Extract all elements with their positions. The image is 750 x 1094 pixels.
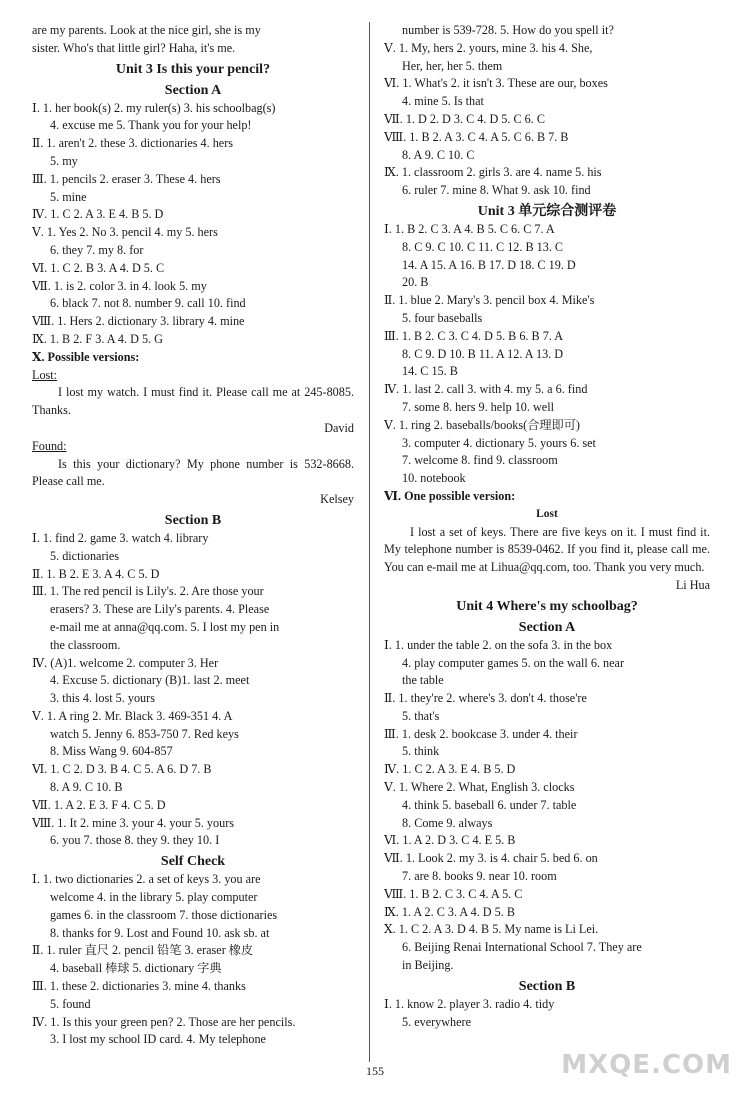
answer-line: number is 539-728. 5. How do you spell it? (402, 23, 614, 37)
answer-line: 6. they 7. my 8. for (50, 242, 144, 257)
answer-line: Ⅷ. 1. Hers 2. dictionary 3. library 4. mine (32, 314, 245, 329)
answer-line: 3. computer 4. dictionary 5. yours 6. set (402, 435, 596, 450)
section-heading: Unit 3 单元综合测评卷 (477, 203, 617, 219)
answer-line: Ⅴ. 1. Where 2. What, English 3. clocks (384, 780, 575, 795)
section-heading: Section A (518, 619, 576, 635)
answer-line: Ⅳ. 1. C 2. A 3. E 4. B 5. D (32, 207, 164, 222)
answer-line: Ⅰ. 1. know 2. player 3. radio 4. tidy (384, 996, 555, 1011)
answer-line: Ⅵ. 1. C 2. B 3. A 4. D 5. C (32, 260, 165, 275)
answer-line: 3. I lost my school ID card. 4. My telephone (50, 1032, 266, 1047)
notice-label: Lost: (32, 367, 58, 382)
answer-line: Ⅸ. 1. A 2. C 3. A 4. D 5. B (384, 904, 515, 919)
section-heading: Self Check (160, 854, 226, 870)
signature: Li Hua (675, 577, 710, 592)
answer-line: Ⅰ. 1. B 2. C 3. A 4. B 5. C 6. C 7. A (384, 221, 555, 236)
section-heading: Unit 4 Where's my schoolbag? (456, 598, 638, 614)
answer-line: Ⅲ. 1. these 2. dictionaries 3. mine 4. thanks (32, 979, 246, 994)
answer-line: Ⅳ. 1. C 2. A 3. E 4. B 5. D (384, 762, 516, 777)
answer-line: Ⅱ. 1. ruler 直尺 2. pencil 铅笔 3. eraser 橡皮 (32, 943, 254, 958)
answer-line: games 6. in the classroom 7. those dictionaries (50, 907, 278, 922)
answer-line: 5. that's (402, 708, 440, 723)
answer-line: 5. mine (50, 189, 87, 204)
answer-line: 5. dictionaries (50, 548, 120, 563)
section-heading: Section B (518, 978, 576, 994)
signature: Kelsey (320, 492, 354, 507)
sample-paragraph: I lost my watch. I must find it. Please call me at 245-8085. Thanks. (32, 385, 354, 418)
answer-line: 6. you 7. those 8. they 9. they 10. I (50, 833, 220, 848)
answer-line: Ⅴ. 1. My, hers 2. yours, mine 3. his 4. She, (384, 40, 593, 55)
signature: David (324, 420, 354, 435)
answer-line: Ⅱ. 1. blue 2. Mary's 3. pencil box 4. Mike's (384, 293, 595, 308)
answer-line: Ⅲ. 1. B 2. C 3. C 4. D 5. B 6. B 7. A (384, 328, 564, 343)
answer-column-left (32, 22, 354, 1049)
answer-line: Ⅶ. 1. is 2. color 3. in 4. look 5. my (32, 278, 207, 293)
answer-line: Ⅵ. 1. A 2. D 3. C 4. E 5. B (384, 833, 516, 848)
answer-line: 14. C 15. B (402, 364, 458, 379)
answer-line: Ⅶ. 1. D 2. D 3. C 4. D 5. C 6. C (384, 111, 545, 126)
answer-line: 20. B (402, 275, 429, 290)
answer-line: 5. found (50, 996, 91, 1011)
column-divider (369, 22, 370, 1062)
answer-line: Ⅰ. 1. her book(s) 2. my ruler(s) 3. his schoolbag(s) (32, 100, 276, 115)
answer-line: Ⅶ. 1. A 2. E 3. F 4. C 5. D (32, 797, 166, 812)
answer-line: Ⅷ. 1. B 2. C 3. C 4. A 5. C (384, 886, 523, 901)
answer-line: watch 5. Jenny 6. 853-750 7. Red keys (50, 726, 239, 741)
answer-line: 10. notebook (402, 471, 466, 486)
answer-line: Ⅱ. 1. aren't 2. these 3. dictionaries 4. hers (32, 136, 234, 151)
answer-line: Ⅹ. Possible versions: (32, 349, 140, 364)
answer-line: 5. think (402, 744, 440, 759)
watermark-logo: MXQE.COM (561, 1050, 732, 1080)
answer-line: Her, her, her 5. them (402, 58, 503, 73)
answer-line: Ⅸ. 1. B 2. F 3. A 4. D 5. G (32, 331, 163, 346)
answer-line: Ⅶ. 1. Look 2. my 3. is 4. chair 5. bed 6. on (384, 851, 598, 866)
answer-column-right (384, 22, 710, 1031)
answer-line: 5. four baseballs (402, 310, 483, 325)
answer-line: Ⅵ. 1. What's 2. it isn't 3. These are our, boxes (384, 76, 608, 91)
answer-line: Ⅳ. 1. last 2. call 3. with 4. my 5. a 6. find (384, 382, 588, 397)
answer-line: 5. my (50, 153, 78, 168)
answer-line: Ⅳ. (A)1. welcome 2. computer 3. Her (32, 655, 219, 670)
answer-line: are my parents. Look at the nice girl, she is my (32, 23, 261, 37)
answer-line: e-mail me at anna@qq.com. 5. I lost my pen in (50, 619, 280, 634)
page-number: 155 (366, 1064, 384, 1078)
answer-line: 8. Miss Wang 9. 604-857 (50, 744, 173, 759)
answer-line: Ⅰ. 1. two dictionaries 2. a set of keys 3. you are (32, 872, 261, 887)
answer-line: 4. think 5. baseball 6. under 7. table (402, 797, 577, 812)
answer-line: Ⅷ. 1. It 2. mine 3. your 4. your 5. yours (32, 815, 234, 830)
answer-line: 7. welcome 8. find 9. classroom (402, 453, 558, 468)
answer-line: 8. A 9. C 10. B (50, 780, 123, 795)
answer-line: 6. ruler 7. mine 8. What 9. ask 10. find (402, 183, 591, 198)
notice-title: Lost (536, 507, 558, 520)
answer-line: Ⅲ. 1. pencils 2. eraser 3. These 4. hers (32, 171, 221, 186)
answer-line: 4. mine 5. Is that (402, 94, 484, 109)
answer-line: Ⅴ. 1. Yes 2. No 3. pencil 4. my 5. hers (32, 225, 218, 240)
answer-line: 7. some 8. hers 9. help 10. well (402, 399, 554, 414)
answer-line: Ⅵ. 1. C 2. D 3. B 4. C 5. A 6. D 7. B (32, 762, 212, 777)
answer-line: 3. this 4. lost 5. yours (50, 691, 155, 706)
answer-line: welcome 4. in the library 5. play computer (50, 890, 258, 905)
answer-line: 8. thanks for 9. Lost and Found 10. ask sb. at (50, 925, 270, 940)
answer-line: 4. excuse me 5. Thank you for your help! (50, 118, 252, 133)
answer-line: Ⅴ. 1. A ring 2. Mr. Black 3. 469-351 4. A (32, 708, 233, 723)
sample-paragraph: Is this your dictionary? My phone number is 532-8668. Please call me. (32, 456, 354, 489)
answer-line: Ⅰ. 1. under the table 2. on the sofa 3. in the box (384, 637, 613, 652)
section-heading: Section B (164, 512, 222, 528)
answer-line: Ⅰ. 1. find 2. game 3. watch 4. library (32, 530, 209, 545)
answer-line: erasers? 3. These are Lily's parents. 4. Please (50, 602, 270, 617)
answer-line: Ⅱ. 1. B 2. E 3. A 4. C 5. D (32, 566, 160, 581)
answer-line: 14. A 15. A 16. B 17. D 18. C 19. D (402, 257, 576, 272)
answer-line: 8. C 9. C 10. C 11. C 12. B 13. C (402, 239, 564, 254)
answer-line: 6. black 7. not 8. number 9. call 10. find (50, 296, 246, 311)
answer-line: Ⅸ. 1. classroom 2. girls 3. are 4. name 5. his (384, 165, 602, 180)
answer-line: in Beijing. (402, 958, 454, 973)
answer-line: Ⅷ. 1. B 2. A 3. C 4. A 5. C 6. B 7. B (384, 129, 569, 144)
answer-line: 4. Excuse 5. dictionary (B)1. last 2. meet (50, 673, 250, 688)
answer-line: the classroom. (50, 637, 121, 652)
section-heading: Section A (164, 82, 222, 98)
sample-paragraph: I lost a set of keys. There are five keys on it. I must find it. My telephone number is 8539-0462. If you find it, please call me. You can e-mail me at Lihua@qq.com, too. Thank you very much. (384, 524, 710, 575)
answer-line: 4. baseball 棒球 5. dictionary 字典 (50, 961, 222, 976)
answer-line: Ⅴ. 1. ring 2. baseballs/books(合理即可) (384, 417, 580, 432)
answer-line: Ⅹ. 1. C 2. A 3. D 4. B 5. My name is Li Lei. (384, 922, 599, 937)
answer-line: Ⅱ. 1. they're 2. where's 3. don't 4. those're (384, 691, 587, 706)
answer-line: 5. everywhere (402, 1014, 472, 1029)
answer-line: the table (402, 673, 444, 688)
answer-line: Ⅳ. 1. Is this your green pen? 2. Those are her pencils. (32, 1014, 296, 1029)
answer-line: 8. A 9. C 10. C (402, 147, 475, 162)
notice-label: Found: (32, 438, 67, 453)
section-heading: Unit 3 Is this your pencil? (115, 61, 271, 77)
answer-line: sister. Who's that little girl? Haha, it's me. (32, 40, 236, 55)
answer-line: 6. Beijing Renai International School 7. They are (402, 940, 642, 955)
answer-line: Ⅵ. One possible version: (384, 488, 516, 503)
answer-line: Ⅲ. 1. The red pencil is Lily's. 2. Are those your (32, 584, 264, 599)
answer-line: 8. Come 9. always (402, 815, 493, 830)
answer-line: 8. C 9. D 10. B 11. A 12. A 13. D (402, 346, 564, 361)
answer-line: 7. are 8. books 9. near 10. room (402, 869, 557, 884)
answer-line: 4. play computer games 5. on the wall 6. near (402, 655, 625, 670)
answer-line: Ⅲ. 1. desk 2. bookcase 3. under 4. their (384, 726, 578, 741)
